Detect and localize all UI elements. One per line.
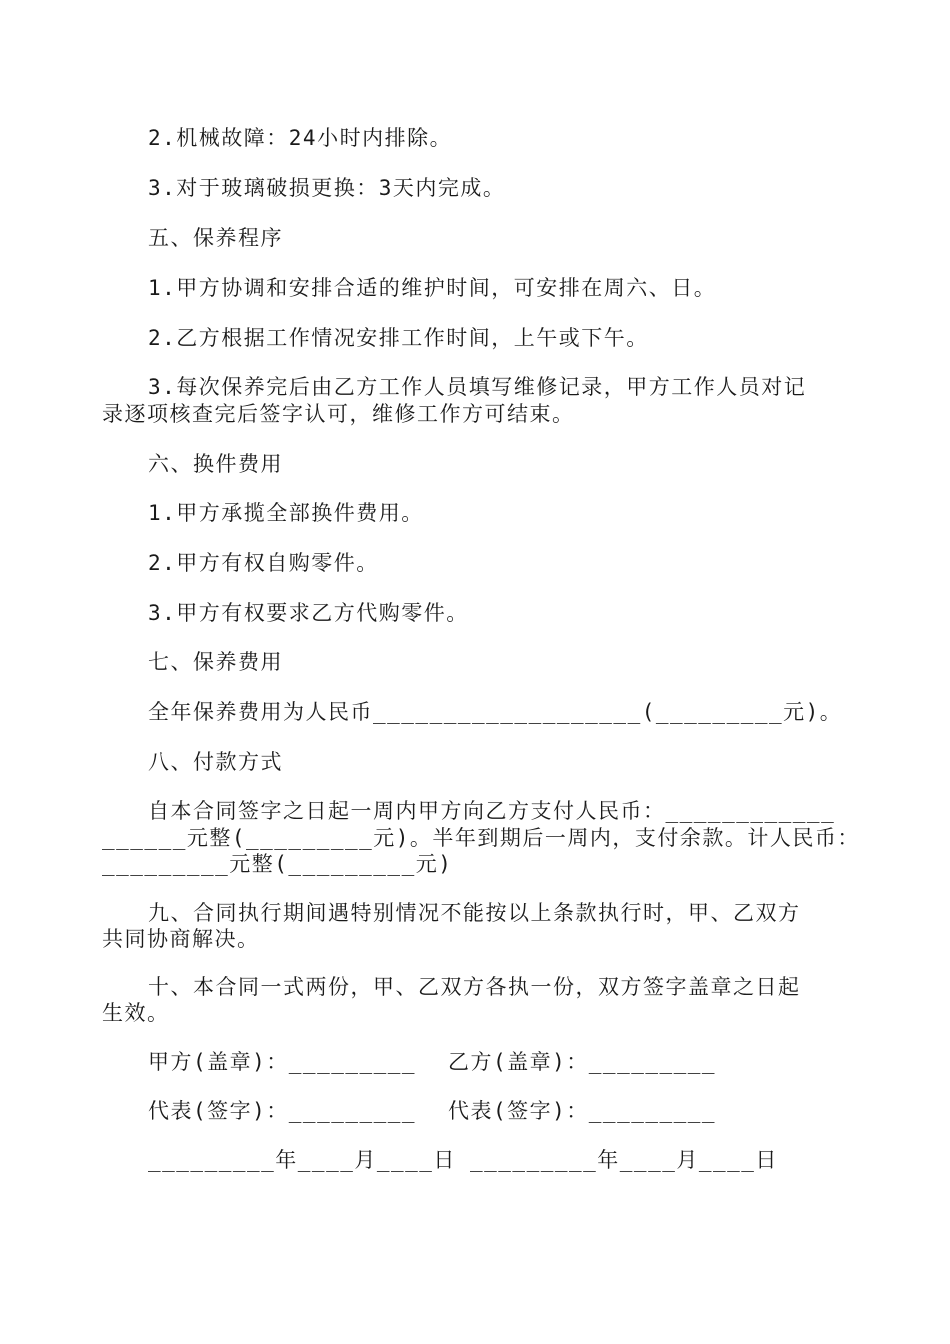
party-b-date-field: _________年____月____日 — [470, 1148, 778, 1172]
clause-9-line-1: 九、合同执行期间遇特别情况不能按以上条款执行时，甲、乙双方 — [148, 901, 801, 925]
section-heading-7: 七、保养费用 — [148, 650, 283, 674]
clause-4-item-2: 2.机械故障：24小时内排除。 — [148, 126, 453, 150]
party-a-representative-field: 代表(签字)：_________ — [148, 1099, 417, 1123]
section-heading-6: 六、换件费用 — [148, 452, 283, 476]
clause-6-item-1: 1.甲方承揽全部换件费用。 — [148, 501, 424, 525]
payment-text-line-3: _________元整(_________元) — [102, 852, 453, 876]
section-heading-5: 五、保养程序 — [148, 226, 283, 250]
clause-6-item-3: 3.甲方有权要求乙方代购零件。 — [148, 601, 469, 625]
clause-5-item-2: 2.乙方根据工作情况安排工作时间，上午或下午。 — [148, 326, 649, 350]
clause-5-item-1: 1.甲方协调和安排合适的维护时间，可安排在周六、日。 — [148, 276, 717, 300]
payment-text-line-2: ______元整(_________元)。半年到期后一周内，支付余款。计人民币： — [102, 826, 860, 850]
payment-text-line-1: 自本合同签字之日起一周内甲方向乙方支付人民币：____________ — [148, 799, 836, 823]
clause-4-item-3: 3.对于玻璃破损更换：3天内完成。 — [148, 176, 506, 200]
clause-5-item-3-line-1: 3.每次保养完后由乙方工作人员填写维修记录，甲方工作人员对记 — [148, 375, 807, 399]
section-heading-8: 八、付款方式 — [148, 750, 283, 774]
party-a-seal-field: 甲方(盖章)：_________ — [148, 1050, 417, 1074]
party-a-date-field: _________年____月____日 — [148, 1148, 456, 1172]
clause-10-line-1: 十、本合同一式两份，甲、乙双方各执一份，双方签字盖章之日起 — [148, 975, 801, 999]
clause-6-item-2: 2.甲方有权自购零件。 — [148, 551, 379, 575]
clause-5-item-3-line-2: 录逐项核查完后签字认可，维修工作方可结束。 — [102, 402, 575, 426]
clause-9-line-2: 共同协商解决。 — [102, 927, 260, 951]
party-b-representative-field: 代表(签字)：_________ — [448, 1099, 717, 1123]
party-b-seal-field: 乙方(盖章)：_________ — [448, 1050, 717, 1074]
clause-10-line-2: 生效。 — [102, 1001, 170, 1025]
maintenance-fee-text: 全年保养费用为人民币___________________(_________元)。 — [148, 700, 843, 724]
